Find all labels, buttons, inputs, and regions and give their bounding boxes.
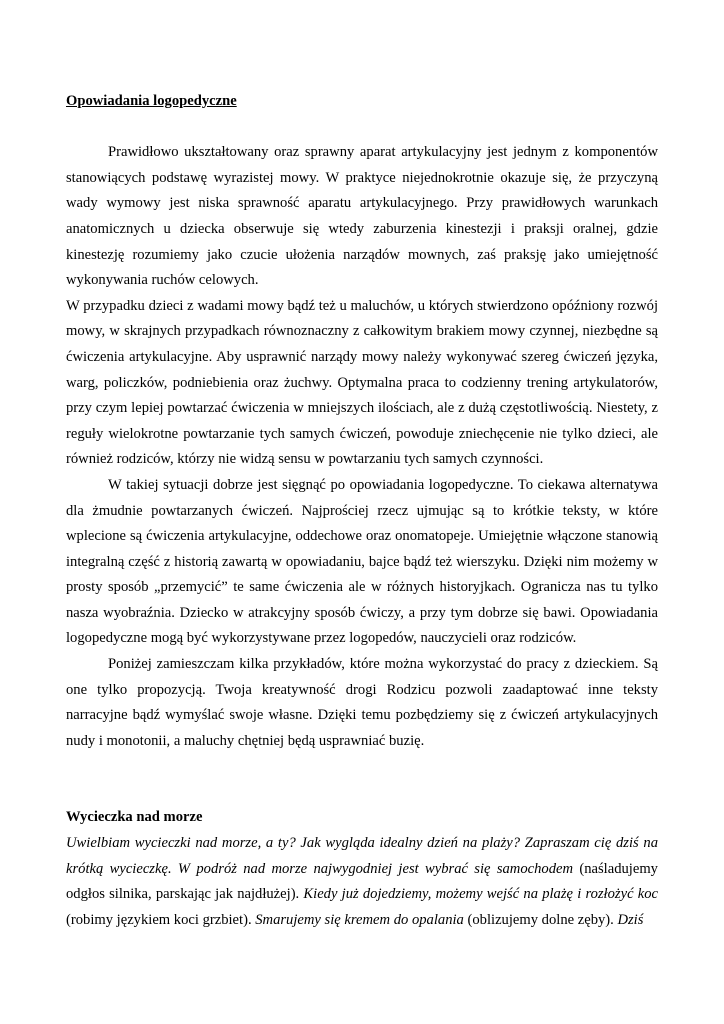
story-segment: Uwielbiam wycieczki nad morze, a ty? Jak wygląda idealny dzień na plaży? Zapraszam cię dziś na krótką wycieczkę. W podróż nad morze najwygodniej jest wybrać się samochodem (66, 835, 658, 877)
spacer (66, 754, 658, 805)
story-paragraph (66, 831, 658, 933)
story-heading: Wycieczka nad morze (66, 809, 203, 826)
document-title: Opowiadania logopedyczne (66, 93, 237, 109)
document-page (66, 89, 658, 933)
story-segment: Kiedy już dojedziemy, możemy wejść na plażę i rozłożyć koc (303, 886, 658, 903)
paragraph-stories: W takiej sytuacji dobrze jest sięgnąć po opowiadania logopedyczne. To ciekawa alternatywa dla żmudnie powtarzanych ćwiczeń. Najprościej rzecz ujmując są to krótkie teksty, w które wplecione są ćwiczenia artykulacyjne, oddechowe oraz onomatopeje. Umiejętnie włączone stanowią integralną część z historią zawartą w opowiadaniu, bajce bądź też wierszyku. Dzięki nim możemy w prosty sposób „przemycić” te same ćwiczenia ale w różnych historyjkach. Ogranicza nas tu tylko nasza wyobraźnia. Dziecko w atrakcyjny sposób ćwiczy, a przy tym dobrze się bawi. Opowiadania logopedyczne mogą być wykorzystywane przez logopedów, nauczycieli oraz rodziców. (66, 476, 658, 647)
story-segment: Smarujemy się kremem do opalania (255, 911, 464, 928)
spacer (66, 115, 658, 141)
story-segment: (robimy językiem koci grzbiet). (66, 911, 256, 928)
paragraph-exercises: W przypadku dzieci z wadami mowy bądź też u maluchów, u których stwierdzono opóźniony rozwój mowy, w skrajnych przypadkach równoznaczny z całkowitym brakiem mowy czynnej, niezbędne są ćwiczenia artykulacyjne. Aby usprawnić narządy mowy należy wykonywać szereg ćwiczeń języka, warg, policzków, podniebienia oraz żuchwy. Optymalna praca to codzienny trening artykulatorów, przy czym lepiej powtarzać ćwiczenia w mniejszych ilościach, ale z dużą częstotliwością. Niestety, z reguły wielokrotne powtarzanie tych samych ćwiczeń, powoduje zniechęcenie nie tylko dzieci, ale również rodziców, którzy nie widzą sensu w powtarzaniu tych samych czynności. (66, 297, 658, 468)
paragraph-examples: Poniżej zamieszczam kilka przykładów, które można wykorzystać do pracy z dzieckiem. Są one tylko propozycją. Twoja kreatywność drogi Rodzicu pozwoli zaadaptować inne teksty narracyjne bądź wymyślać swoje własne. Dzięki temu pozbędziemy się z ćwiczeń artykulacyjnych nudy i monotonii, a maluchy chętniej będą usprawniać buzię. (66, 656, 658, 749)
story-segment: Dziś (617, 911, 644, 928)
story-segment: (oblizujemy dolne zęby). (463, 911, 618, 928)
story-segment: (naśladujemy odgłos silnika, parskając jak najdłużej). (66, 860, 658, 903)
paragraph-intro: Prawidłowo ukształtowany oraz sprawny aparat artykulacyjny jest jednym z komponentów stanowiących podstawę wyrazistej mowy. W praktyce niejednokrotnie okazuje się, że przyczyną wady wymowy jest niska sprawność aparatu artykulacyjnego. Przy prawidłowych warunkach anatomicznych u dziecka obserwuje się wtedy zaburzenia kinestezji i praksji oralnej, gdzie kinestezję rozumiemy jako czucie ułożenia narządów mownych, zaś praksję jako umiejętność wykonywania ruchów celowych. (66, 144, 658, 289)
